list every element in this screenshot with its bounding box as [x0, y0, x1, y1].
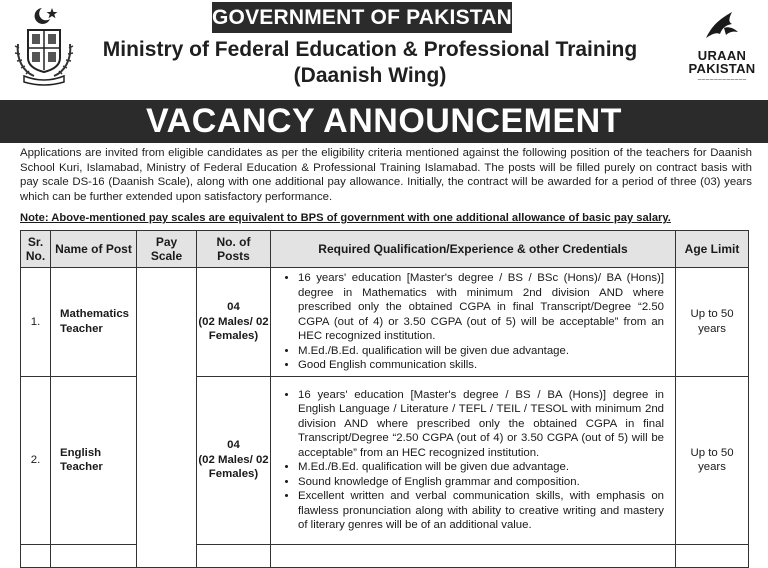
- row-post-name: Mathematics Teacher: [51, 268, 137, 377]
- row-sr-no: 1.: [21, 268, 51, 377]
- row-age-limit: Up to 50 years: [676, 376, 749, 544]
- posts-count: 04: [227, 439, 240, 452]
- table-row: [21, 376, 749, 544]
- row-posts: [197, 268, 271, 377]
- table-header-row: [21, 231, 749, 268]
- pay-scale-note: Note: Above-mentioned pay scales are equivalent to BPS of government with one additional allowance of basic pay salary.: [20, 212, 671, 224]
- posts-count: 04: [227, 301, 240, 313]
- row-posts: [197, 376, 271, 544]
- qualification-item: • 16 years' education [Master's degree / BS / BSc (Hons)/ BA (Hons)] degree in Mathematics with minimum 2nd division AND where prescribed only the obtained CGPA in final Transcript/Degree “2.50 CGPA (out of 4) or 3.50 CGPA (out of 5) will be acceptable” from an HEC recognized institution.: [298, 271, 674, 344]
- wing-title: (Daanish Wing): [293, 64, 447, 87]
- posts-split: (02 Males/ 02 Females): [198, 453, 269, 481]
- header-no-of-posts: No. of Posts: [197, 231, 271, 268]
- header-sr-no: Sr. No.: [21, 231, 51, 268]
- vacancy-banner: VACANCY ANNOUNCEMENT: [0, 100, 768, 143]
- ministry-title: Ministry of Federal Education & Professional Training: [102, 38, 638, 61]
- intro-paragraph: Applications are invited from eligible candidates as per the eligibility criteria mentioned against the following position of the teachers for Daanish School Kuri, Islamabad, Ministry of Federal Education & Professional Training Islamabad. The posts will be filled purely on contract basis with pay scale DS-16 (Daanish Scale), along with one additional pay allowance. Initially, the contract will be awarded for a period of three (03) years which can be further extended upon satisfactory performance.: [20, 147, 752, 203]
- header-post-name: Name of Post: [51, 231, 137, 268]
- urdu-tagline-mark: ~~~~~~~~~~~~: [697, 77, 747, 84]
- qualification-item: • M.Ed./B.Ed. qualification will be given due advantage.: [298, 344, 674, 359]
- row-pay-scale: [137, 268, 197, 568]
- header-pay-scale: Pay Scale: [137, 231, 197, 268]
- row-age-limit: Up to 50 years: [676, 268, 749, 377]
- uraan-label: URAAN: [697, 48, 747, 63]
- government-title: GOVERNMENT OF PAKISTAN: [212, 2, 512, 33]
- row-sr-no: [21, 544, 51, 567]
- row-qualification: [271, 544, 676, 567]
- row-age-limit: [676, 544, 749, 567]
- state-emblem-icon: [12, 4, 76, 86]
- header-age-limit: Age Limit: [676, 231, 749, 268]
- row-sr-no: 2.: [21, 376, 51, 544]
- pakistan-label: PAKISTAN: [688, 61, 756, 76]
- qualification-item: • Good English communication skills.: [298, 358, 674, 373]
- vacancy-table: [20, 230, 749, 568]
- header-qualification: Required Qualification/Experience & other Credentials: [271, 231, 676, 268]
- row-posts: [197, 544, 271, 567]
- qualification-item: • Sound knowledge of English grammar and composition.: [298, 475, 674, 490]
- table-row-partial: [21, 544, 749, 567]
- header: [0, 0, 768, 100]
- row-qualification: [271, 376, 676, 544]
- posts-split: (02 Males/ 02 Females): [198, 315, 269, 342]
- qualification-item: • Excellent written and verbal communication skills, with emphasis on flawless pronunciation along with ability to creative writing and mastery of literary genres will be of an additional value.: [298, 489, 674, 533]
- qualification-item: • 16 years' education [Master's degree / BS / BA (Hons)] degree in English Language / Literature / TEFL / TEIL / TESOL with minimum 2nd division AND where prescribed only the obtained CGPA in final Transcript/Degree “2.50 CGPA (out of 4) or 3.50 CGPA (out of 5) will be acceptable” from an HEC recognized institution.: [298, 388, 674, 461]
- row-post-name: [51, 544, 137, 567]
- qualification-item: • M.Ed./B.Ed. qualification will be given due advantage.: [298, 460, 674, 475]
- row-qualification: [271, 268, 676, 377]
- eagle-icon: [702, 8, 742, 44]
- row-post-name: English Teacher: [51, 376, 137, 544]
- uraan-pakistan-logo: [680, 8, 764, 98]
- table-row: [21, 268, 749, 377]
